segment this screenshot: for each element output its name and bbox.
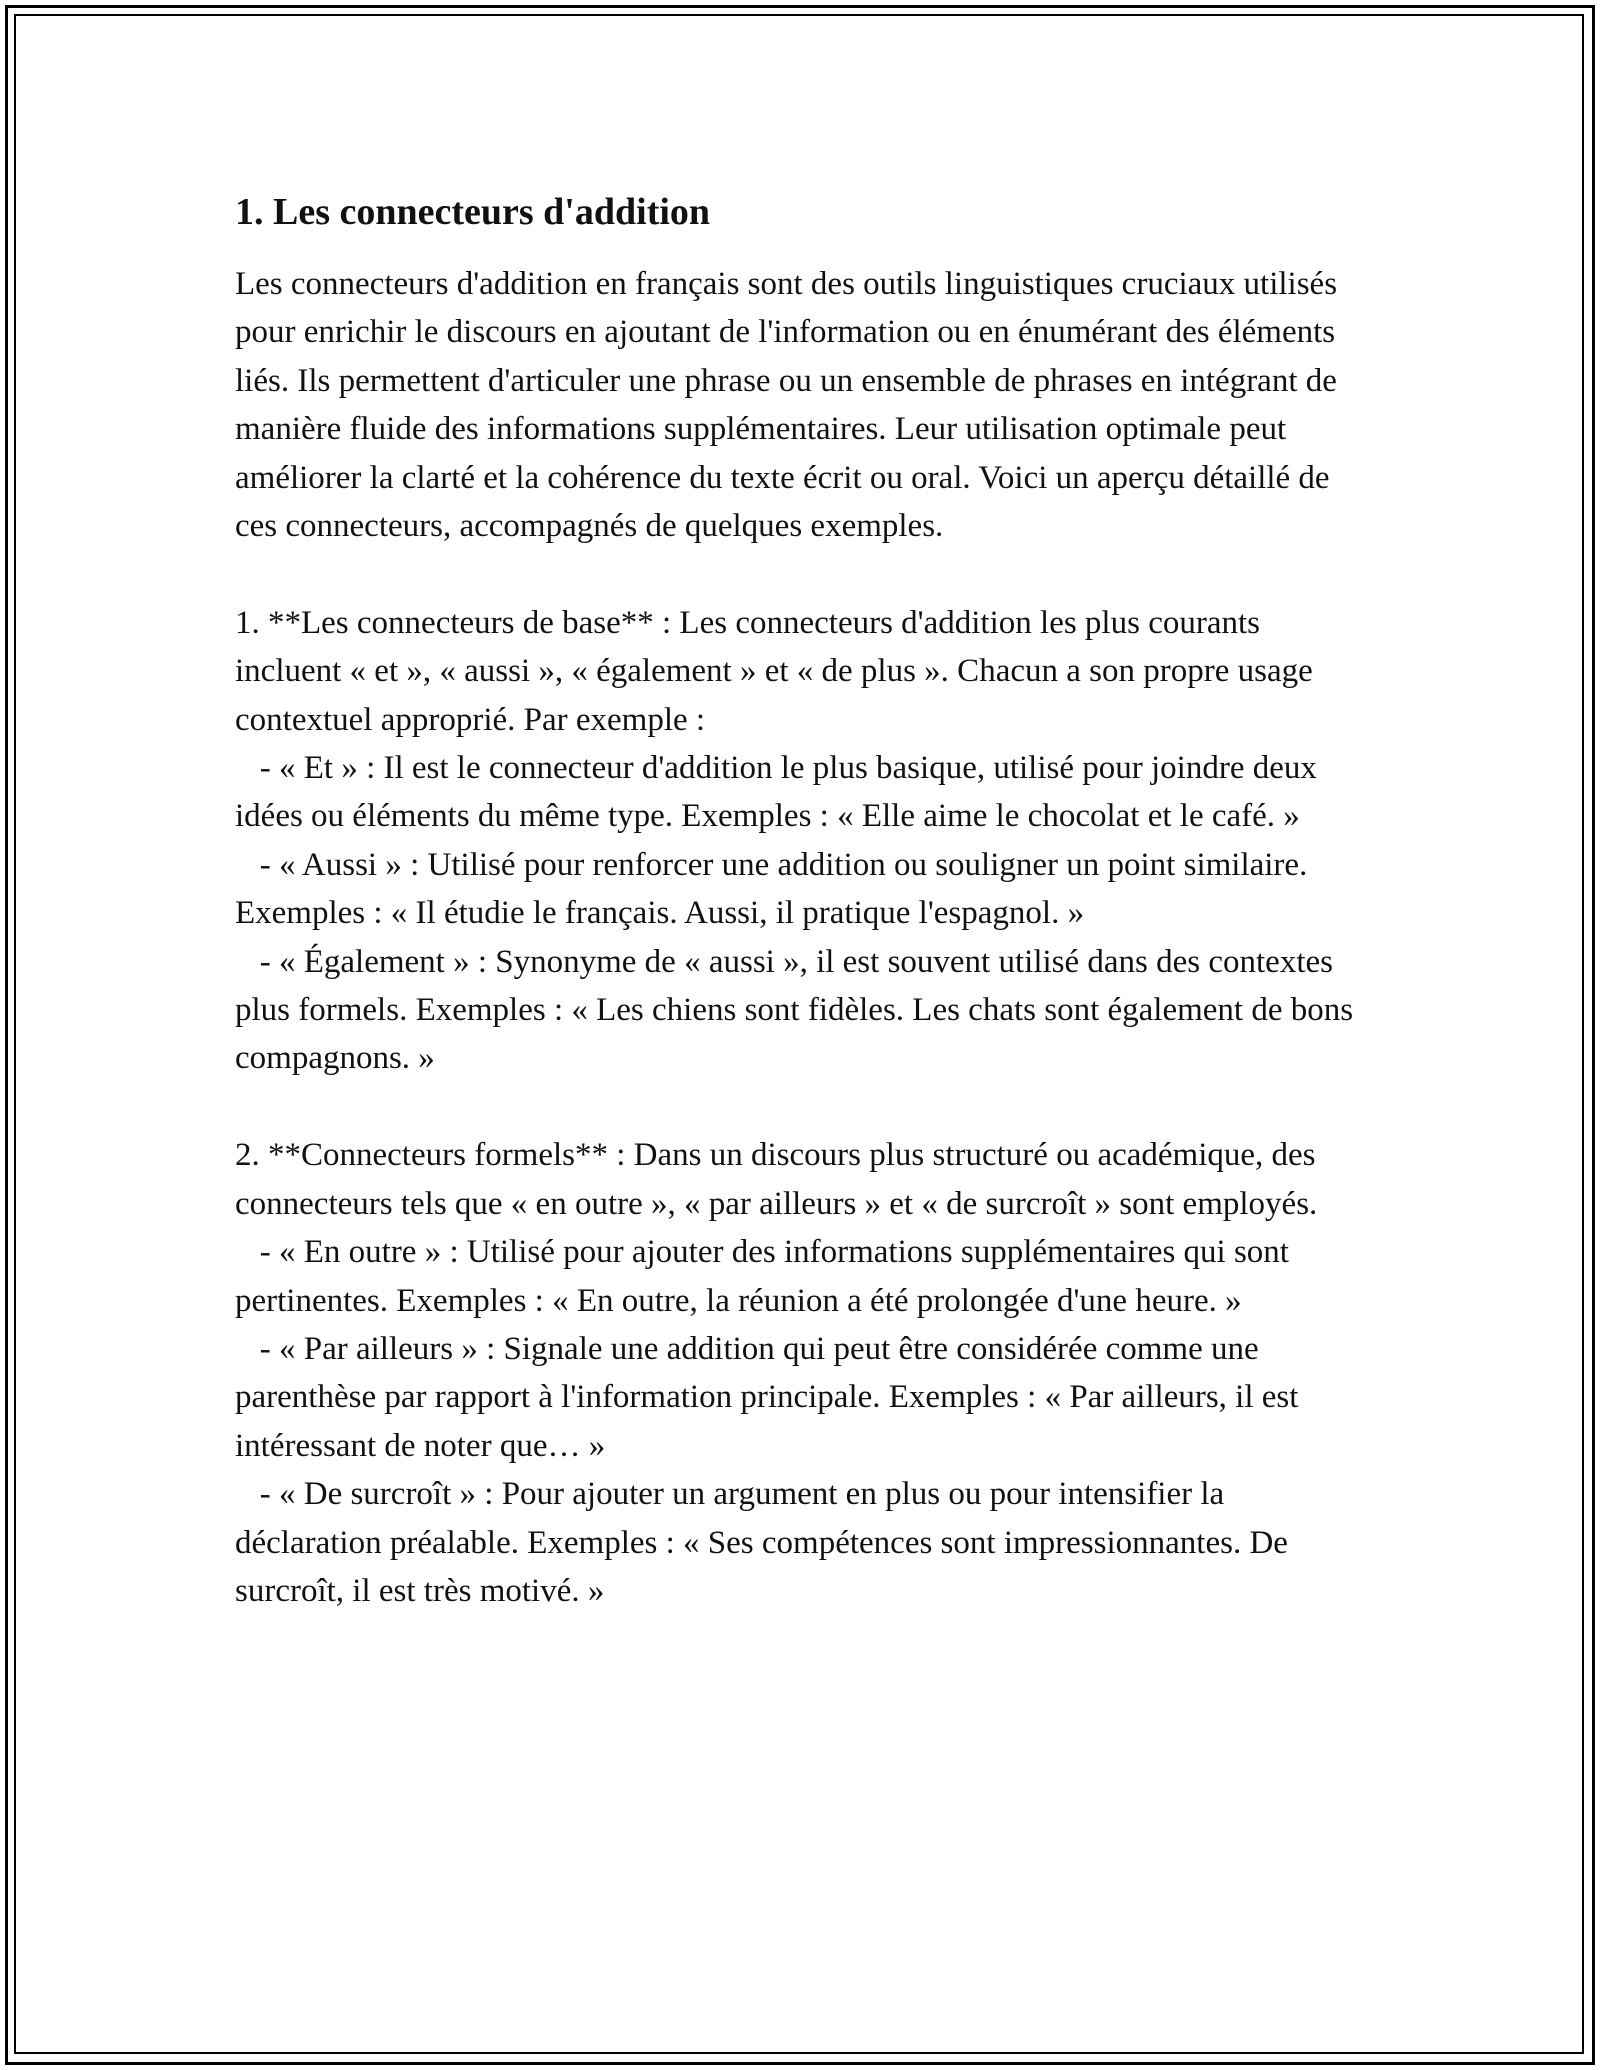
list-item: - « Et » : Il est le connecteur d'addition le plus basique, utilisé pour joindre deux idées ou éléments du même type. Exemples : « Elle aime le chocolat et le café. » [235, 750, 1326, 835]
intro-paragraph: Les connecteurs d'addition en français sont des outils linguistiques cruciaux utilisés pour enrichir le discours en ajoutant de l'information ou en énumérant des éléments liés. Ils permettent d'articuler une phrase ou un ensemble de phrases en intégrant de manière fluide des informations supplémentaires. Leur utilisation optimale peut améliorer la clarté et la cohérence du texte écrit ou oral. Voici un aperçu détaillé de ces connecteurs, accompagnés de quelques exemples. [235, 266, 1338, 545]
document-body [235, 186, 1365, 1615]
section-heading: 2. **Connecteurs formels** : Dans un discours plus structuré ou académique, des connecteurs tels que « en outre », « par ailleurs » et « de surcroît » sont employés. [235, 1137, 1318, 1222]
paragraph-gap [235, 550, 1365, 598]
list-item: - « Par ailleurs » : Signale une addition qui peut être considérée comme une parenthèse par rapport à l'information principale. Exemples : « Par ailleurs, il est intéressant de noter que… » [235, 1330, 1307, 1464]
paragraph-gap [235, 1083, 1365, 1131]
list-item: - « Également » : Synonyme de « aussi », il est souvent utilisé dans des contextes plus formels. Exemples : « Les chiens sont fidèles. Les chats sont également de bons compagnons. » [235, 943, 1362, 1077]
list-item: - « Aussi » : Utilisé pour renforcer une addition ou souligner un point similaire. Exemples : « Il étudie le français. Aussi, il pratique l'espagnol. » [235, 846, 1316, 932]
list-item: - « En outre » : Utilisé pour ajouter des informations supplémentaires qui sont pertinentes. Exemples : « En outre, la réunion a été prolongée d'une heure. » [235, 1234, 1298, 1319]
section-heading: 1. **Les connecteurs de base** : Les connecteurs d'addition les plus courants incluent « et », « aussi », « également » et « de plus ». Chacun a son propre usage contextuel approprié. Par exemple : [235, 604, 1313, 738]
list-item: - « De surcroît » : Pour ajouter un argument en plus ou pour intensifier la déclaration préalable. Exemples : « Ses compétences sont impressionnantes. De surcroît, il est très motivé. » [235, 1476, 1297, 1609]
document-title: 1. Les connecteurs d'addition [235, 191, 711, 233]
section-basic-connectors [235, 599, 1365, 1083]
section-formal-connectors [235, 1131, 1365, 1615]
